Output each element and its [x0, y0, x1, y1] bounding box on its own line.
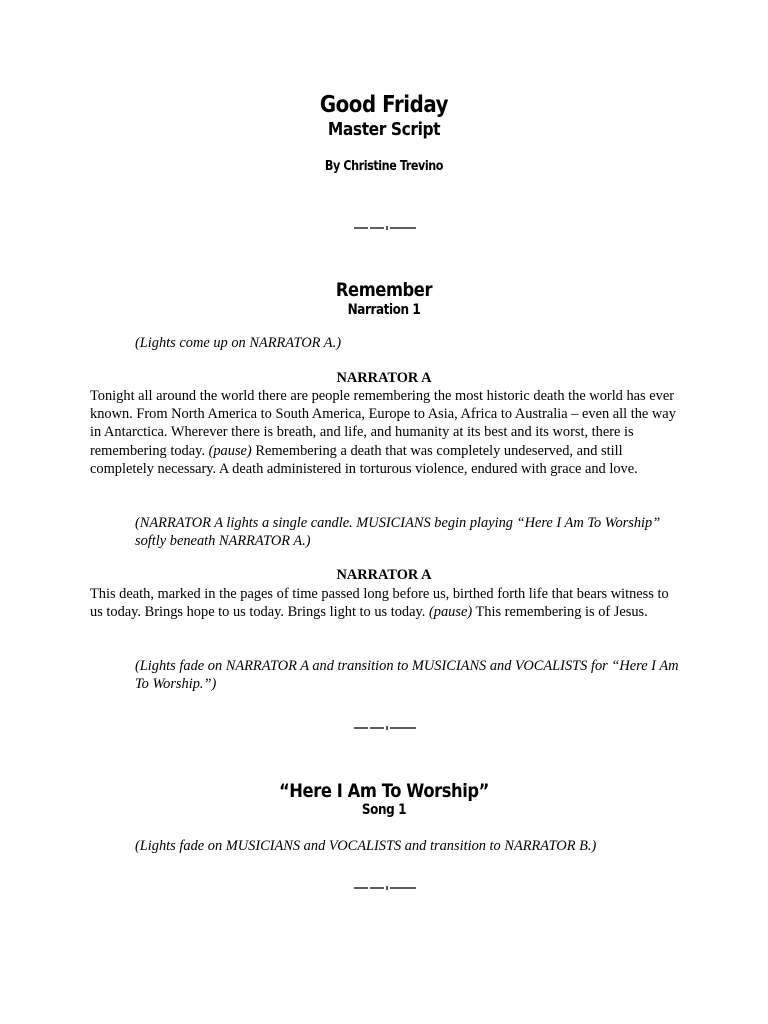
dialogue-paragraph: [90, 387, 680, 478]
section-subtitle-narration: Narration 1: [347, 302, 421, 318]
dialogue-text: This death, marked in the pages of time passed long before us, birthed forth life that bears witness to us today. Brings hope to us today. Brings light to us today.: [90, 586, 669, 621]
section-title-song: “Here I Am To Worship”: [278, 780, 490, 802]
dialogue-text: Remembering a death that was completely undeserved, and still completely necessary. A death administered in torturous violence, endured with grace and love.: [90, 442, 638, 477]
section-subtitle-song: Song 1: [361, 802, 407, 818]
section-title-remember: Remember: [335, 279, 433, 301]
document-subtitle: Master Script: [327, 119, 441, 140]
author-byline: By Christine Trevino: [324, 159, 444, 174]
stage-direction: (Lights fade on MUSICIANS and VOCALISTS and transition to NARRATOR B.): [135, 838, 597, 854]
pause-direction: (pause): [428, 604, 473, 621]
stage-direction: (NARRATOR A lights a single candle. MUSICIANS begin playing “Here I Am To Worship” softly beneath NARRATOR A.): [135, 515, 661, 549]
speaker-label: NARRATOR A: [336, 567, 432, 583]
dialogue-text: This remembering is of Jesus.: [475, 604, 648, 621]
stage-direction: (Lights come up on NARRATOR A.): [135, 335, 341, 351]
divider-ornament: [354, 885, 418, 891]
pause-direction: (pause): [208, 442, 252, 459]
document-title: Good Friday: [319, 92, 449, 118]
divider-ornament: [354, 725, 418, 731]
dialogue-paragraph: [90, 585, 680, 621]
divider-ornament: [354, 225, 418, 231]
speaker-label: NARRATOR A: [336, 370, 432, 386]
stage-direction: (Lights fade on NARRATOR A and transition to MUSICIANS and VOCALISTS for “Here I Am To Worship.”): [135, 658, 679, 692]
dialogue-text: Tonight all around the world there are people remembering the most historic death the world has ever known. From North America to South America, Europe to Asia, Africa to Australia – even all the way in Antarctica. Wherever there is breath, and life, and humanity at its best and its worst, there is remembering today.: [90, 388, 676, 459]
